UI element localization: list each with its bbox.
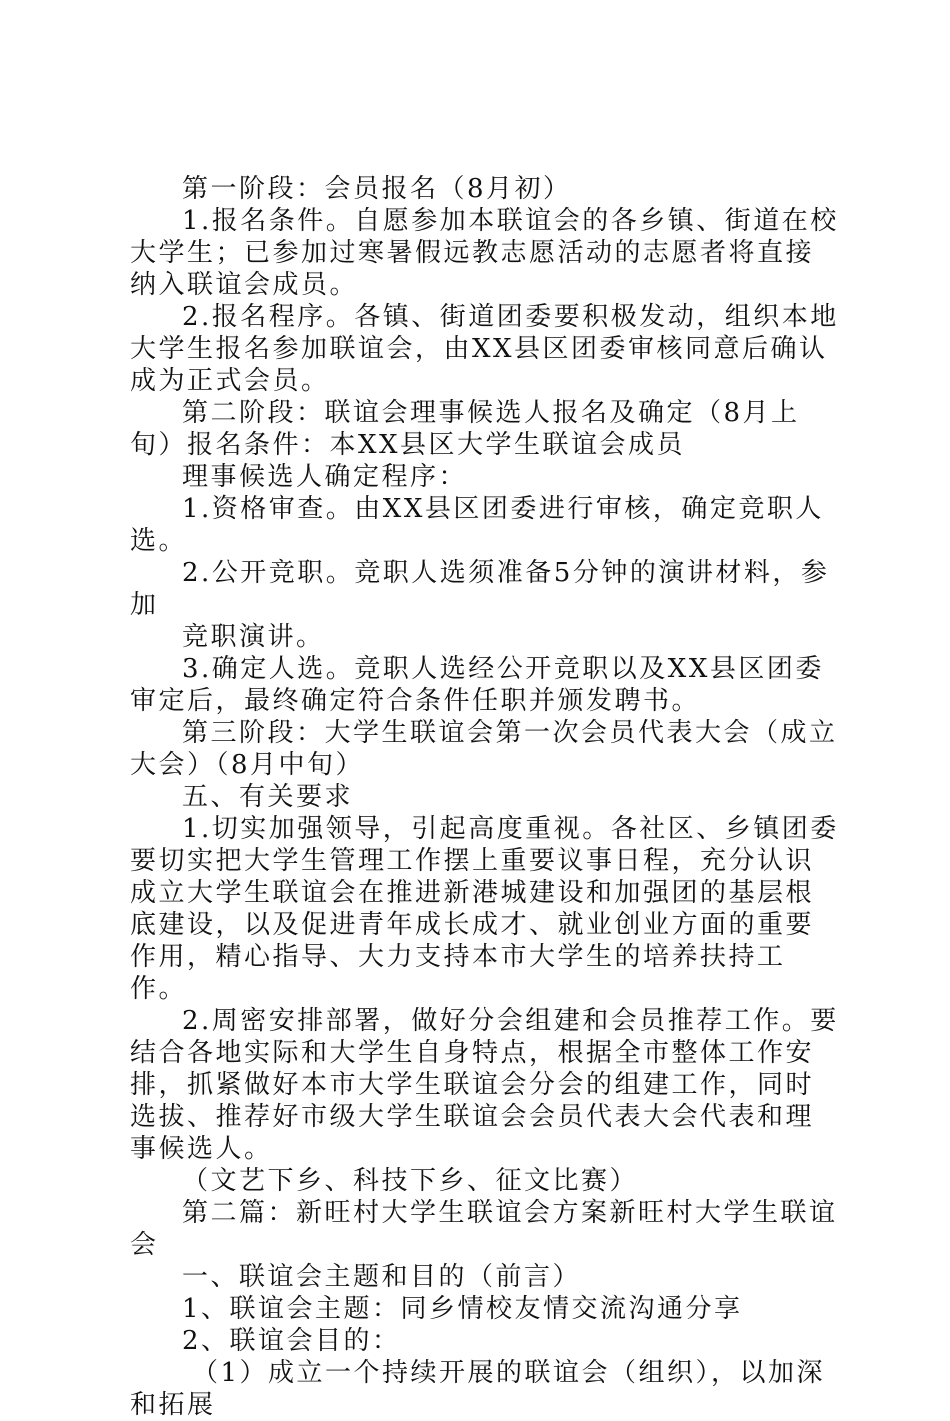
- paragraph-registration-procedure: 2.报名程序。各镇、街道团委要积极发动，组织本地大学生报名参加联谊会，由XX县区团委审核同意后确认成为正式会员。: [130, 302, 839, 396]
- heading-requirements: 五、有关要求: [182, 782, 354, 812]
- heading-second-article: 第二篇：新旺村大学生联谊会方案新旺村大学生联谊会: [130, 1198, 838, 1260]
- paragraph-theme: 1、联谊会主题：同乡情校友情交流沟通分享: [182, 1294, 743, 1324]
- paragraph-registration-conditions: 1.报名条件。自愿参加本联谊会的各乡镇、街道在校大学生；已参加过寒暑假远教志愿活动的志愿者将直接纳入联谊会成员。: [130, 206, 839, 300]
- paragraph-stage-three: 第三阶段：大学生联谊会第一次会员代表大会（成立大会）（8月中旬）: [130, 718, 838, 780]
- paragraph-purpose: 2、联谊会目的：: [182, 1326, 401, 1356]
- paragraph-confirm-candidates: 3.确定人选。竞职人选经公开竞职以及XX县区团委审定后，最终确定符合条件任职并颁发聘书。: [130, 654, 824, 716]
- paragraph-competition-speech: 竞职演讲。: [182, 622, 325, 652]
- paragraph-open-competition: 2.公开竞职。竞职人选须准备5分钟的演讲材料，参加: [130, 558, 830, 620]
- paragraph-stage-two: 第二阶段：联谊会理事候选人报名及确定（8月上旬）报名条件：本XX县区大学生联谊会成员: [130, 398, 800, 460]
- paragraph-qualification-review: 1.资格审查。由XX县区团委进行审核，确定竞职人选。: [130, 494, 824, 556]
- paragraph-candidate-procedure: 理事候选人确定程序：: [182, 462, 468, 492]
- paragraph-activities: （文艺下乡、科技下乡、征文比赛）: [182, 1166, 639, 1196]
- heading-theme-purpose: 一、联谊会主题和目的（前言）: [182, 1262, 582, 1292]
- paragraph-leadership: 1.切实加强领导，引起高度重视。各社区、乡镇团委要切实把大学生管理工作摆上重要议事日程，充分认识成立大学生联谊会在推进新港城建设和加强团的基层根底建设，以及促进青年成长成才、就业创业方面的重要作用，精心指导、大力支持本市大学生的培养扶持工作。: [130, 814, 839, 1004]
- paragraph-arrangement: 2.周密安排部署，做好分会组建和会员推荐工作。要结合各地实际和大学生自身特点，根据全市整体工作安排，抓紧做好本市大学生联谊会分会的组建工作，同时选拔、推荐好市级大学生联谊会会员代表大会代表和理事候选人。: [130, 1006, 839, 1164]
- paragraph-stage-one: 第一阶段：会员报名（8月初）: [182, 174, 572, 204]
- paragraph-purpose-item-one: （1）成立一个持续开展的联谊会（组织），以加深和拓展: [130, 1358, 826, 1420]
- document-body: [130, 173, 842, 1421]
